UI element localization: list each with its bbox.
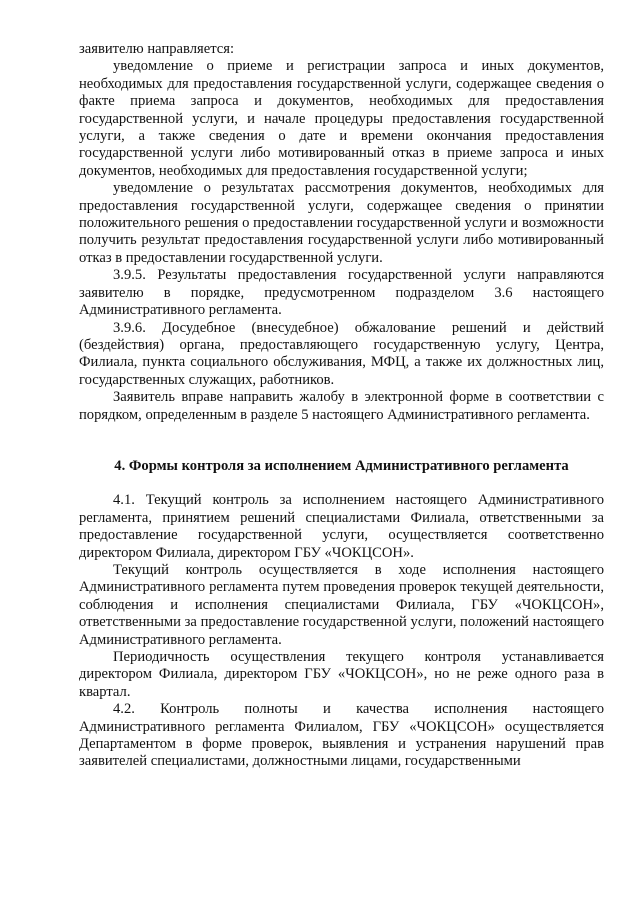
spacer: [79, 475, 604, 492]
paragraph-3-9-5: 3.9.5. Результаты предоставления государственной услуги направляются заявителю в порядке, предусмотренном подразделом 3.6 настоящего Административного регламента.: [79, 267, 604, 319]
paragraph-results-notice: уведомление о результатах рассмотрения документов, необходимых для предоставления государственной услуги, содержащее сведения о принятии положительного решения о предоставлении государственной услуги и возможности получить результат предоставления государственной услуги либо мотивированный отказ в предоставлении государственной услуги.: [79, 180, 604, 266]
section-heading: 4. Формы контроля за исполнением Административного регламента: [114, 457, 569, 474]
paragraph-4-1: 4.1. Текущий контроль за исполнением настоящего Административного регламента, принятием решений специалистами Филиала, ответственными за предоставление государственной услуги, осуществляется соответственно директором Филиала, директором ГБУ «ЧОКЦСОН».: [79, 492, 604, 561]
paragraph-receipt-notice: уведомление о приеме и регистрации запроса и иных документов, необходимых для предоставления государственной услуги, содержащее сведения о факте приема запроса и документов, необходимых для предоставления государственной услуги, и начале процедуры предоставления государственной услуги, а также сведения о дате и времени окончания предоставления государственной услуги либо мотивированный отказ в приеме запроса и иных документов, необходимых для предоставления государственной услуги;: [79, 58, 604, 179]
paragraph-3-9-6: 3.9.6. Досудебное (внесудебное) обжалование решений и действий (бездействия) органа, предоставляющего государственную услугу, Центра, Филиала, пункта социального обслуживания, МФЦ, а также их должностных лиц, государственных служащих, работников.: [79, 319, 604, 388]
paragraph-current-control: Текущий контроль осуществляется в ходе исполнения настоящего Административного регламента путем проведения проверок текущей деятельности, соблюдения и исполнения специалистами Филиала, ГБУ «ЧОКЦСОН», ответственными за предоставление государственной услуги, положений настоящего Административного регламента.: [79, 561, 604, 648]
paragraph-intro: заявителю направляется:: [79, 41, 234, 57]
paragraph-complaint: Заявитель вправе направить жалобу в электронной форме в соответствии с порядком, определенным в разделе 5 настоящего Административного регламента.: [79, 389, 604, 423]
paragraph-4-2: 4.2. Контроль полноты и качества исполнения настоящего Административного регламента Филиалом, ГБУ «ЧОКЦСОН» осуществляется Департаментом в форме проверок, выявления и устранения нарушений прав заявителей специалистами, должностными лицами, государственными: [79, 701, 604, 770]
spacer: [79, 424, 604, 458]
paragraph-periodicity: Периодичность осуществления текущего контроля устанавливается директором Филиала, директором ГБУ «ЧОКЦСОН», но не реже одного раза в квартал.: [79, 649, 604, 700]
